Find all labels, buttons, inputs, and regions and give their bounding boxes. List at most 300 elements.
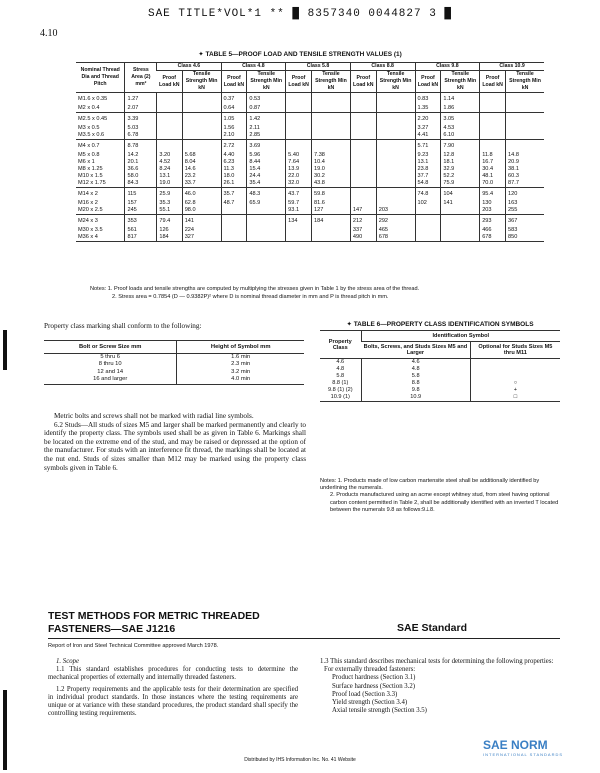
value-cell bbox=[480, 113, 506, 126]
value-cell: 48.3 bbox=[247, 188, 286, 201]
value-cell: 4.41 bbox=[415, 132, 441, 140]
value-cell bbox=[157, 132, 182, 140]
value-cell bbox=[247, 207, 286, 215]
table-row bbox=[44, 376, 304, 384]
value-cell bbox=[350, 152, 376, 159]
value-cell: 2.10 bbox=[221, 132, 247, 140]
thread-size-cell: M24 x 3 bbox=[76, 215, 125, 228]
value-cell bbox=[157, 140, 182, 153]
para-1-3: 1.3 This standard describes mechanical tests for determining the following properties: bbox=[320, 658, 554, 665]
value-cell bbox=[286, 140, 312, 153]
table-row bbox=[76, 227, 544, 234]
value-cell: 15.4 bbox=[247, 166, 286, 173]
value-cell: 1.35 bbox=[415, 105, 441, 113]
table-row bbox=[320, 380, 560, 387]
value-cell bbox=[376, 166, 415, 173]
value-cell: 13.1 bbox=[157, 173, 182, 180]
value-cell: 4.52 bbox=[157, 159, 182, 166]
section-title-line1: TEST METHODS FOR METRIC THREADED bbox=[48, 610, 260, 622]
value-cell bbox=[376, 105, 415, 113]
value-cell: 14.8 bbox=[506, 152, 544, 159]
col-symbol-height: Height of Symbol mm bbox=[177, 341, 304, 354]
value-cell bbox=[350, 159, 376, 166]
value-cell: 11.3 bbox=[221, 166, 247, 173]
note: Notes: 1. Products made of low carbon martensite steel shall be additionally identified by underlining the numerals. bbox=[320, 478, 540, 492]
value-cell: 245 bbox=[125, 207, 157, 215]
value-cell: 13.9 bbox=[286, 166, 312, 173]
value-cell: 54.8 bbox=[415, 180, 441, 188]
thread-size-cell: M3 x 0.5 bbox=[78, 125, 100, 131]
value-cell bbox=[376, 200, 415, 207]
value-cell: 74.8 bbox=[415, 188, 441, 201]
value-cell: 5.68 bbox=[182, 152, 221, 159]
value-cell: 1.14 bbox=[441, 93, 480, 106]
value-cell bbox=[350, 113, 376, 126]
thread-size-cell: M12 x 1.75 bbox=[78, 180, 106, 186]
value-cell: 35.4 bbox=[247, 180, 286, 188]
binding-edge-top bbox=[3, 330, 7, 370]
symbol-height-cell: 1.6 min bbox=[177, 354, 304, 362]
note: 2. Stress area = 0.7854 (D — 0.9382P)² where D is nominal thread diameter in mm and P is thread pitch in mm. bbox=[112, 294, 389, 300]
value-cell bbox=[506, 93, 544, 106]
value-cell bbox=[480, 140, 506, 153]
value-cell bbox=[312, 132, 351, 140]
scope-heading: 1. Scope bbox=[56, 658, 80, 665]
table5-caption: ✦ TABLE 5—PROOF LOAD AND TENSILE STRENGTH VALUES (1) bbox=[198, 51, 402, 58]
value-cell bbox=[350, 180, 376, 188]
value-cell: 98.0 bbox=[182, 207, 221, 215]
value-cell bbox=[350, 188, 376, 201]
value-cell: 43.7 bbox=[286, 188, 312, 201]
value-cell bbox=[376, 93, 415, 106]
value-cell: 203 bbox=[376, 207, 415, 215]
value-cell: 35.7 bbox=[221, 188, 247, 201]
col-optional-studs: Optional for Studs Sizes M5 thru M11 bbox=[470, 342, 560, 359]
property-list-item: Axial tensile strength (Section 3.5) bbox=[332, 707, 427, 715]
para-studs: 6.2 Studs—All studs of sizes M5 and larger shall be marked permanently and clearly to identify the property class. The symbols used shall be as given in Table 6. Markings shall be located on the extreme end of the stud, and may be raised or depressed at the option of the manufacturer. For studs with an interference fit thread, the markings shall be located at the nut end. Studs of sizes smaller than M12 may be marked using the property class symbols given in Table 6. bbox=[44, 420, 306, 472]
value-cell bbox=[286, 113, 312, 126]
value-cell: 14.6 bbox=[182, 166, 221, 173]
col-bolts-screws: Bolts, Screws, and Studs Sizes M5 and Larger bbox=[361, 342, 470, 359]
note: Notes: 1. Proof loads and tensile strengths are computed by multiplying the stresses given in Table 1 by the stress area of the thread. bbox=[90, 286, 420, 292]
class-header: Class 10.9 bbox=[480, 63, 544, 71]
value-cell: 7.90 bbox=[441, 140, 480, 153]
value-cell bbox=[247, 234, 286, 242]
col-nominal: Nominal Thread Dia and Thread Pitch bbox=[76, 63, 125, 93]
col-tensile-strength: Tensile Strength Min kN bbox=[441, 71, 480, 93]
value-cell: 134 bbox=[286, 215, 312, 228]
value-cell bbox=[182, 140, 221, 153]
value-cell bbox=[506, 132, 544, 140]
col-tensile-strength: Tensile Strength Min kN bbox=[376, 71, 415, 93]
value-cell: 55.1 bbox=[157, 207, 182, 215]
value-cell bbox=[350, 125, 376, 132]
value-cell bbox=[350, 200, 376, 207]
value-cell bbox=[286, 93, 312, 106]
value-cell: 3.27 bbox=[415, 125, 441, 132]
value-cell bbox=[221, 234, 247, 242]
symbol-cell: 4.8 bbox=[361, 366, 470, 373]
value-cell bbox=[376, 113, 415, 126]
property-list-item: Surface hardness (Section 3.2) bbox=[332, 682, 416, 690]
thread-size-cell: M6 x 1 bbox=[78, 159, 95, 165]
table-row bbox=[76, 113, 544, 126]
table-row bbox=[320, 373, 560, 380]
value-cell: 5.40 bbox=[286, 152, 312, 159]
value-cell bbox=[415, 227, 441, 234]
symbol-height-cell: 3.2 min bbox=[177, 369, 304, 376]
value-cell bbox=[247, 227, 286, 234]
value-cell: 466 bbox=[480, 227, 506, 234]
table-row bbox=[44, 369, 304, 376]
section-title bbox=[48, 610, 260, 636]
symbol-height-cell: 4.0 min bbox=[177, 376, 304, 384]
value-cell bbox=[376, 159, 415, 166]
value-cell bbox=[182, 113, 221, 126]
para-1-1: 1.1 This standard establishes procedures for conducting tests to determine the mechanical properties of externally and internally threaded fasteners. bbox=[48, 666, 298, 682]
thread-size-cell: M5 x 0.8 bbox=[78, 152, 100, 158]
property-list-item: Product hardness (Section 3.1) bbox=[332, 674, 416, 682]
value-cell: 141 bbox=[441, 200, 480, 207]
value-cell bbox=[286, 132, 312, 140]
value-cell: 14.2 bbox=[125, 152, 157, 159]
thread-size-cell: M20 x 2.5 bbox=[78, 207, 103, 213]
value-cell bbox=[286, 227, 312, 234]
value-cell bbox=[415, 215, 441, 228]
value-cell: 84.3 bbox=[125, 180, 157, 188]
property-class-cell: 8.8 (1) bbox=[332, 380, 349, 386]
value-cell bbox=[441, 215, 480, 228]
value-cell bbox=[376, 188, 415, 201]
table-row bbox=[320, 394, 560, 402]
value-cell bbox=[286, 105, 312, 113]
value-cell: 8.78 bbox=[125, 140, 157, 153]
value-cell: 255 bbox=[506, 207, 544, 215]
sae-standard-label: SAE Standard bbox=[397, 622, 468, 634]
col-proof-load: Proof Load kN bbox=[415, 71, 441, 93]
value-cell bbox=[312, 227, 351, 234]
property-class-cell: 4.6 bbox=[336, 359, 345, 365]
value-cell: 583 bbox=[506, 227, 544, 234]
value-cell: 10.4 bbox=[312, 159, 351, 166]
value-cell bbox=[312, 140, 351, 153]
value-cell: 561 bbox=[125, 227, 157, 234]
left-column bbox=[48, 658, 298, 718]
value-cell bbox=[247, 215, 286, 228]
value-cell: 337 bbox=[350, 227, 376, 234]
value-cell: 6.23 bbox=[221, 159, 247, 166]
value-cell bbox=[506, 125, 544, 132]
optional-symbol-cell: ○ bbox=[470, 380, 560, 387]
property-list-item: Yield strength (Section 3.4) bbox=[332, 699, 408, 707]
property-class-cell: 4.8 bbox=[336, 366, 345, 372]
value-cell: 60.3 bbox=[506, 173, 544, 180]
value-cell: 30.4 bbox=[480, 166, 506, 173]
value-cell: 115 bbox=[125, 188, 157, 201]
value-cell bbox=[350, 173, 376, 180]
value-cell: 126 bbox=[157, 227, 182, 234]
value-cell: 59.7 bbox=[286, 200, 312, 207]
table-row bbox=[76, 173, 544, 180]
value-cell: 58.0 bbox=[125, 173, 157, 180]
value-cell: 8.44 bbox=[247, 159, 286, 166]
table-row bbox=[76, 152, 544, 159]
value-cell bbox=[312, 234, 351, 242]
table-row bbox=[76, 180, 544, 188]
value-cell: 37.7 bbox=[415, 173, 441, 180]
value-cell: 19.0 bbox=[312, 166, 351, 173]
value-cell: 5.71 bbox=[415, 140, 441, 153]
bolt-size-cell: 5 thru 6 bbox=[100, 354, 121, 360]
value-cell: 22.0 bbox=[286, 173, 312, 180]
value-cell: 19.0 bbox=[157, 180, 182, 188]
value-cell: 1.56 bbox=[221, 125, 247, 132]
value-cell: 678 bbox=[480, 234, 506, 242]
property-class-cell: 9.8 (1) (2) bbox=[328, 387, 353, 393]
value-cell bbox=[157, 113, 182, 126]
value-cell bbox=[415, 207, 441, 215]
table-row bbox=[76, 234, 544, 242]
table6-caption: ✦ TABLE 6—PROPERTY CLASS IDENTIFICATION SYMBOLS bbox=[346, 321, 534, 328]
value-cell bbox=[441, 207, 480, 215]
class-header: Class 4.8 bbox=[221, 63, 286, 71]
value-cell bbox=[312, 113, 351, 126]
value-cell: 23.2 bbox=[182, 173, 221, 180]
value-cell bbox=[506, 105, 544, 113]
value-cell bbox=[221, 227, 247, 234]
table-row bbox=[44, 354, 304, 362]
value-cell bbox=[350, 132, 376, 140]
value-cell: 79.4 bbox=[157, 215, 182, 228]
value-cell: 36.6 bbox=[125, 166, 157, 173]
value-cell: 293 bbox=[480, 215, 506, 228]
col-stress-area: Stress Area (2) mm² bbox=[125, 63, 157, 93]
value-cell: 24.4 bbox=[247, 173, 286, 180]
value-cell: 13.1 bbox=[415, 159, 441, 166]
value-cell: 59.8 bbox=[312, 188, 351, 201]
value-cell bbox=[415, 234, 441, 242]
value-cell: 4.53 bbox=[441, 125, 480, 132]
class-header: Class 4.6 bbox=[157, 63, 221, 71]
value-cell bbox=[350, 105, 376, 113]
value-cell bbox=[221, 215, 247, 228]
optional-symbol-cell bbox=[470, 366, 560, 373]
value-cell: 52.2 bbox=[441, 173, 480, 180]
value-cell: 7.64 bbox=[286, 159, 312, 166]
value-cell: 70.0 bbox=[480, 180, 506, 188]
table-row bbox=[320, 366, 560, 373]
value-cell: 46.0 bbox=[182, 188, 221, 201]
value-cell: 16.7 bbox=[480, 159, 506, 166]
right-column bbox=[312, 658, 562, 715]
divider bbox=[48, 638, 560, 639]
col-bolt-size: Bolt or Screw Size mm bbox=[44, 341, 177, 354]
value-cell: 95.4 bbox=[480, 188, 506, 201]
thread-size-cell: M8 x 1.25 bbox=[78, 166, 103, 172]
value-cell bbox=[312, 93, 351, 106]
value-cell bbox=[286, 125, 312, 132]
col-proof-load: Proof Load kN bbox=[221, 71, 247, 93]
external-fasteners-label: For externally threaded fasteners: bbox=[324, 666, 416, 674]
value-cell: 1.42 bbox=[247, 113, 286, 126]
table-row bbox=[76, 93, 544, 106]
value-cell: 327 bbox=[182, 234, 221, 242]
value-cell: 850 bbox=[506, 234, 544, 242]
page-number: 4.10 bbox=[40, 28, 58, 39]
value-cell: 18.1 bbox=[441, 159, 480, 166]
thread-size-cell: M30 x 3.5 bbox=[78, 227, 103, 233]
optional-symbol-cell: + bbox=[470, 387, 560, 394]
thread-size-cell: M16 x 2 bbox=[78, 200, 98, 206]
value-cell bbox=[441, 227, 480, 234]
symbol-cell: 5.8 bbox=[361, 373, 470, 380]
value-cell: 9.23 bbox=[415, 152, 441, 159]
table5-notes bbox=[90, 285, 550, 301]
symbol-cell: 9.8 bbox=[361, 387, 470, 394]
value-cell: 2.72 bbox=[221, 140, 247, 153]
value-cell bbox=[157, 125, 182, 132]
symbol-cell: 4.6 bbox=[361, 359, 470, 367]
value-cell: 102 bbox=[415, 200, 441, 207]
value-cell: 7.38 bbox=[312, 152, 351, 159]
class-header: Class 8.8 bbox=[350, 63, 415, 71]
value-cell: 62.8 bbox=[182, 200, 221, 207]
table-row bbox=[44, 361, 304, 368]
value-cell: 3.69 bbox=[247, 140, 286, 153]
value-cell: 5.96 bbox=[247, 152, 286, 159]
value-cell: 1.86 bbox=[441, 105, 480, 113]
symbol-height-table bbox=[44, 340, 304, 385]
table-row bbox=[76, 188, 544, 201]
value-cell bbox=[376, 180, 415, 188]
value-cell: 212 bbox=[350, 215, 376, 228]
value-cell: 3.05 bbox=[441, 113, 480, 126]
value-cell: 1.27 bbox=[125, 93, 157, 106]
value-cell bbox=[506, 140, 544, 153]
col-tensile-strength: Tensile Strength Min kN bbox=[506, 71, 544, 93]
col-proof-load: Proof Load kN bbox=[480, 71, 506, 93]
section-title-line2: FASTENERS—SAE J1216 bbox=[48, 623, 176, 635]
value-cell: 0.87 bbox=[247, 105, 286, 113]
col-tensile-strength: Tensile Strength Min kN bbox=[182, 71, 221, 93]
value-cell: 163 bbox=[506, 200, 544, 207]
value-cell: 0.83 bbox=[415, 93, 441, 106]
value-cell: 75.9 bbox=[441, 180, 480, 188]
value-cell: 0.37 bbox=[221, 93, 247, 106]
value-cell: 2.07 bbox=[125, 105, 157, 113]
col-tensile-strength: Tensile Strength Min kN bbox=[247, 71, 286, 93]
value-cell bbox=[182, 93, 221, 106]
value-cell: 367 bbox=[506, 215, 544, 228]
symbol-height-cell: 2.3 min bbox=[177, 361, 304, 368]
table-row bbox=[76, 132, 544, 140]
thread-size-cell: M3.5 x 0.6 bbox=[78, 132, 105, 138]
value-cell bbox=[441, 234, 480, 242]
value-cell: 157 bbox=[125, 200, 157, 207]
value-cell: 48.1 bbox=[480, 173, 506, 180]
property-list-item: Proof load (Section 3.3) bbox=[332, 690, 398, 698]
value-cell: 1.05 bbox=[221, 113, 247, 126]
table6-notes bbox=[320, 478, 562, 514]
table-row bbox=[320, 359, 560, 367]
thread-size-cell: M2 x 0.4 bbox=[78, 105, 100, 111]
value-cell: 30.2 bbox=[312, 173, 351, 180]
value-cell: 203 bbox=[480, 207, 506, 215]
value-cell: 23.8 bbox=[415, 166, 441, 173]
thread-size-cell: M1.6 x 0.35 bbox=[76, 93, 125, 106]
value-cell bbox=[350, 140, 376, 153]
value-cell: 11.8 bbox=[480, 152, 506, 159]
proof-load-table bbox=[76, 62, 544, 242]
value-cell bbox=[157, 105, 182, 113]
value-cell: 25.9 bbox=[157, 188, 182, 201]
value-cell: 81.6 bbox=[312, 200, 351, 207]
table-row bbox=[76, 207, 544, 215]
value-cell bbox=[480, 132, 506, 140]
bolt-size-cell: 12 and 14 bbox=[97, 368, 124, 375]
identification-symbol-header: Identification Symbol bbox=[361, 331, 560, 342]
value-cell: 184 bbox=[157, 234, 182, 242]
value-cell: 292 bbox=[376, 215, 415, 228]
value-cell: 184 bbox=[312, 215, 351, 228]
value-cell: 141 bbox=[182, 215, 221, 228]
table-row bbox=[76, 105, 544, 113]
value-cell: 0.53 bbox=[247, 93, 286, 106]
value-cell: 65.9 bbox=[247, 200, 286, 207]
sae-norm-logo bbox=[483, 738, 563, 757]
bolt-size-cell: 8 thru 10 bbox=[98, 361, 122, 368]
value-cell bbox=[286, 234, 312, 242]
para-metric-text: Metric bolts and screws shall not be marked with radial line symbols. bbox=[54, 412, 254, 420]
value-cell bbox=[376, 140, 415, 153]
value-cell: 26.1 bbox=[221, 180, 247, 188]
value-cell: 6.10 bbox=[441, 132, 480, 140]
col-proof-load: Proof Load kN bbox=[157, 71, 182, 93]
value-cell: 678 bbox=[376, 234, 415, 242]
value-cell bbox=[221, 207, 247, 215]
table-row bbox=[76, 166, 544, 173]
value-cell: 5.03 bbox=[125, 125, 157, 132]
value-cell: 490 bbox=[350, 234, 376, 242]
value-cell: 35.3 bbox=[157, 200, 182, 207]
class-header: Class 9.8 bbox=[415, 63, 480, 71]
value-cell: 12.8 bbox=[441, 152, 480, 159]
thread-size-cell: M36 x 4 bbox=[78, 234, 98, 240]
value-cell: 817 bbox=[125, 234, 157, 242]
table-row bbox=[76, 159, 544, 166]
marking-intro: Property class marking shall conform to the following: bbox=[44, 322, 202, 330]
table-row bbox=[76, 215, 544, 228]
value-cell: 33.7 bbox=[182, 180, 221, 188]
table-row bbox=[320, 387, 560, 394]
value-cell: 20.9 bbox=[506, 159, 544, 166]
value-cell bbox=[506, 113, 544, 126]
value-cell bbox=[480, 125, 506, 132]
value-cell: 353 bbox=[125, 215, 157, 228]
table-row bbox=[76, 200, 544, 207]
footer: Distributed by IHS Information Inc. No. 41 Website bbox=[244, 757, 356, 763]
value-cell: 8.04 bbox=[182, 159, 221, 166]
value-cell: 43.8 bbox=[312, 180, 351, 188]
note: 2. Products manufactured using an acme except whitney stud, from steel having optional carbon content permitted in Table 2, shall be additionally identified with an inverted T located between the numerals 9.8 as follows:9⊥8. bbox=[330, 492, 559, 513]
value-cell bbox=[350, 93, 376, 106]
property-class-cell: 10.9 (1) bbox=[330, 394, 350, 400]
value-cell bbox=[182, 125, 221, 132]
report-line: Report of Iron and Steel Technical Committee approved March 1978. bbox=[48, 643, 219, 649]
value-cell: 18.0 bbox=[221, 173, 247, 180]
value-cell: 224 bbox=[182, 227, 221, 234]
col-proof-load: Proof Load kN bbox=[350, 71, 376, 93]
